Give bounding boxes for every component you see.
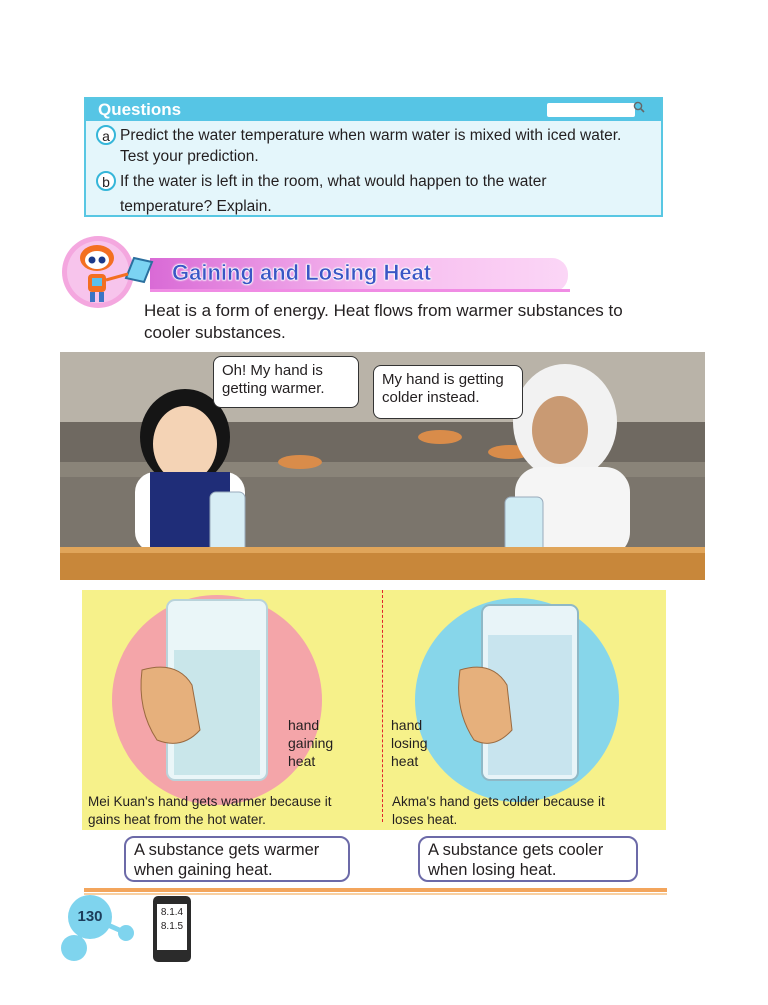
intro-line2: cooler substances. bbox=[144, 323, 286, 342]
label-hand-losing-heat: hand losing heat bbox=[391, 717, 428, 769]
standard-1: 8.1.4 bbox=[160, 907, 184, 918]
caption-right-line2: loses heat. bbox=[392, 812, 458, 827]
panel-divider bbox=[382, 590, 383, 822]
footer-rule-light bbox=[84, 893, 667, 895]
standard-2: 8.1.5 bbox=[160, 921, 184, 932]
summary-left-line1: A substance gets warmer bbox=[134, 841, 320, 859]
caption-right bbox=[392, 793, 605, 829]
questions-box bbox=[84, 97, 663, 217]
question-a-line1: Predict the water temperature when warm water is mixed with iced water. bbox=[120, 127, 622, 144]
learning-standards bbox=[157, 904, 187, 950]
footer-rule bbox=[84, 888, 667, 892]
caption-right-line1: Akma's hand gets colder because it bbox=[392, 794, 605, 809]
summary-box-cooler bbox=[418, 836, 638, 882]
speech-bubble-left bbox=[213, 356, 359, 408]
phone-icon bbox=[153, 896, 191, 962]
question-b-line2: temperature? Explain. bbox=[120, 198, 272, 215]
bubble-left-line2: getting warmer. bbox=[222, 380, 325, 397]
classroom-scene bbox=[60, 352, 705, 580]
summary-box-warmer bbox=[124, 836, 350, 882]
caption-left bbox=[88, 793, 331, 829]
questions-title: Questions bbox=[98, 100, 182, 119]
magnifier-icon bbox=[633, 101, 645, 113]
bubble-right-line1: My hand is getting bbox=[382, 371, 504, 388]
caption-left-line1: Mei Kuan's hand gets warmer because it bbox=[88, 794, 332, 809]
speech-bubble-right bbox=[373, 365, 523, 419]
heat-comparison-illustration bbox=[82, 590, 666, 822]
question-a-line2: Test your prediction. bbox=[120, 148, 259, 165]
summary-right-line2: when losing heat. bbox=[428, 861, 557, 879]
intro-text bbox=[144, 300, 664, 344]
summary-right-line1: A substance gets cooler bbox=[428, 841, 604, 859]
caption-left-line2: gains heat from the hot water. bbox=[88, 812, 266, 827]
summary-left-line2: when gaining heat. bbox=[134, 861, 273, 879]
section-title: Gaining and Losing Heat bbox=[172, 260, 432, 285]
question-letter-b: b bbox=[96, 171, 116, 191]
bubble-right-line2: colder instead. bbox=[382, 389, 480, 406]
heading-underline bbox=[150, 289, 570, 292]
label-hand-gaining-heat: hand gaining heat bbox=[288, 717, 334, 769]
bubble-left-line1: Oh! My hand is bbox=[222, 362, 323, 379]
question-letter-a: a bbox=[96, 125, 116, 145]
question-b-line1: If the water is left in the room, what would happen to the water bbox=[120, 173, 547, 190]
page-number: 130 bbox=[68, 895, 112, 939]
intro-line1: Heat is a form of energy. Heat flows from warmer substances to bbox=[144, 301, 623, 320]
questions-header bbox=[86, 99, 661, 121]
search-field-decoration bbox=[547, 103, 635, 117]
